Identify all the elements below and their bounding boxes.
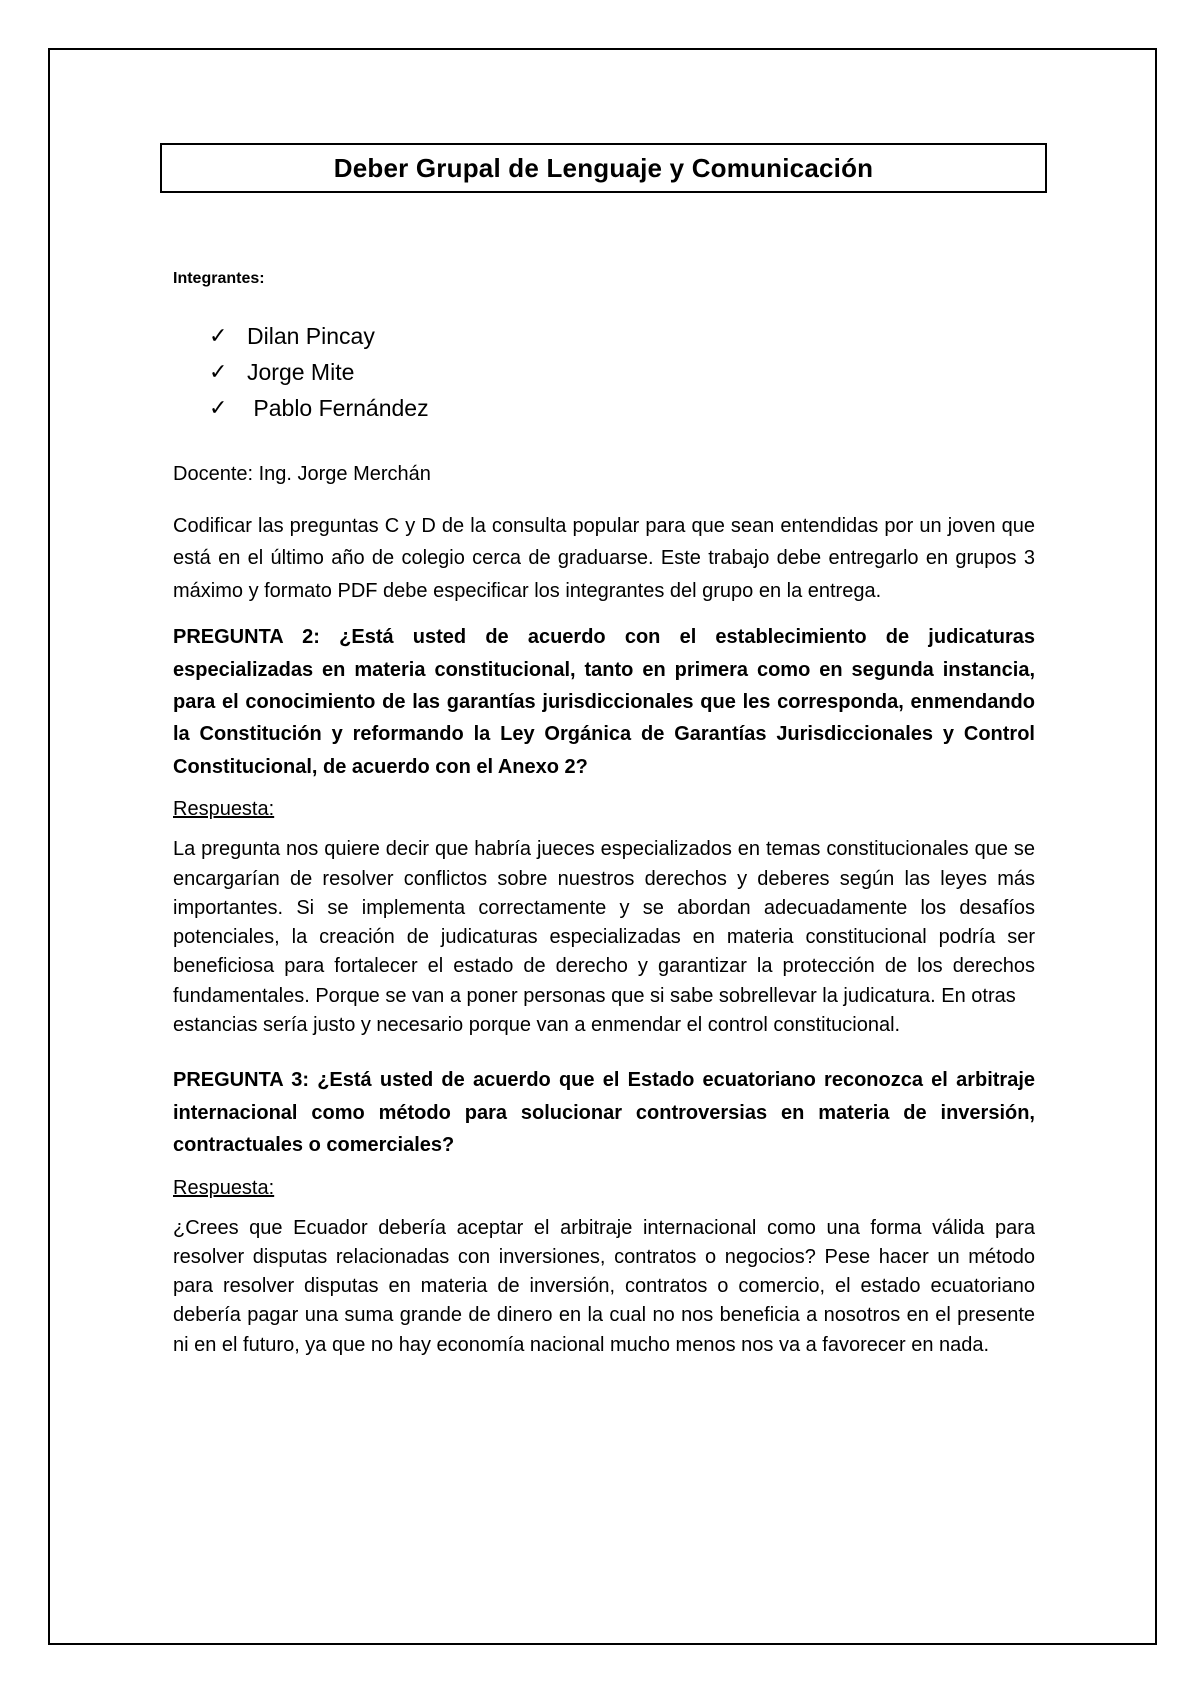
title-box	[160, 143, 1047, 193]
question-3: PREGUNTA 3: ¿Está usted de acuerdo que el Estado ecuatoriano reconozca el arbitraje internacional como método para solucionar controversias en materia de inversión, contractuales o comerciales?	[173, 1069, 1035, 1157]
checkmark-icon: ✓	[209, 323, 228, 348]
checkmark-icon: ✓	[209, 359, 228, 384]
members-label: Integrantes:	[173, 270, 265, 287]
member-item	[209, 390, 1035, 426]
document-body	[173, 268, 1035, 1360]
answer-3: ¿Crees que Ecuador debería aceptar el arbitraje internacional como una forma válida para resolver disputas relacionadas con inversiones, contratos o negocios? Pese hacer un método para resolver disputas en materia de inversión, contratos o comercio, el estado ecuatoriano debería pagar una suma grande de dinero en la cual no nos beneficia a nosotros en el presente ni en el futuro, ya que no hay economía nacional mucho menos nos va a favorecer en nada.	[173, 1216, 1035, 1356]
answer-label-2: Respuesta:	[173, 798, 275, 821]
document-title: Deber Grupal de Lenguaje y Comunicación	[333, 152, 874, 183]
member-name: Dilan Pincay	[247, 322, 375, 349]
member-name: Pablo Fernández	[247, 394, 429, 421]
instructions-paragraph: Codificar las preguntas C y D de la consulta popular para que sean entendidas por un joven que está en el último año de colegio cerca de graduarse. Este trabajo debe entregarlo en grupos 3 máximo y formato PDF debe especificar los integrantes del grupo en la entrega.	[173, 515, 1035, 602]
member-item	[209, 318, 1035, 354]
teacher-line: Docente: Ing. Jorge Merchán	[173, 463, 431, 485]
answer-2-text: La pregunta nos quiere decir que habría jueces especializados en temas constitucionales que se encargarían de resolver conflictos sobre nuestros derechos y deberes según las leyes más importantes. Si se implementa correctamente y se abordan adecuadamente los desafíos potenciales, la creación de judicaturas especializadas en materia constitucional podría ser beneficiosa para fortalecer el estado de derecho y garantizar la protección de los derechos fundamentales. Porque se van a poner personas que si sabe sobrellevar la judicatura. En otras	[173, 838, 1035, 1007]
answer-label-3: Respuesta:	[173, 1176, 275, 1199]
member-item	[209, 354, 1035, 390]
members-list	[209, 318, 1035, 426]
answer-2-continuation: estancias sería justo y necesario porque van a enmendar el control constitucional.	[173, 1014, 901, 1037]
checkmark-icon: ✓	[209, 395, 228, 420]
member-name: Jorge Mite	[247, 358, 355, 385]
question-2: PREGUNTA 2: ¿Está usted de acuerdo con el establecimiento de judicaturas especializadas en materia constitucional, tanto en primera como en segunda instancia, para el conocimiento de las garantías jurisdiccionales que les corresponda, enmendando la Constitución y reformando la Ley Orgánica de Garantías Jurisdiccionales y Control Constitucional, de acuerdo con el Anexo 2?	[173, 626, 1035, 778]
answer-2	[173, 835, 1035, 1040]
